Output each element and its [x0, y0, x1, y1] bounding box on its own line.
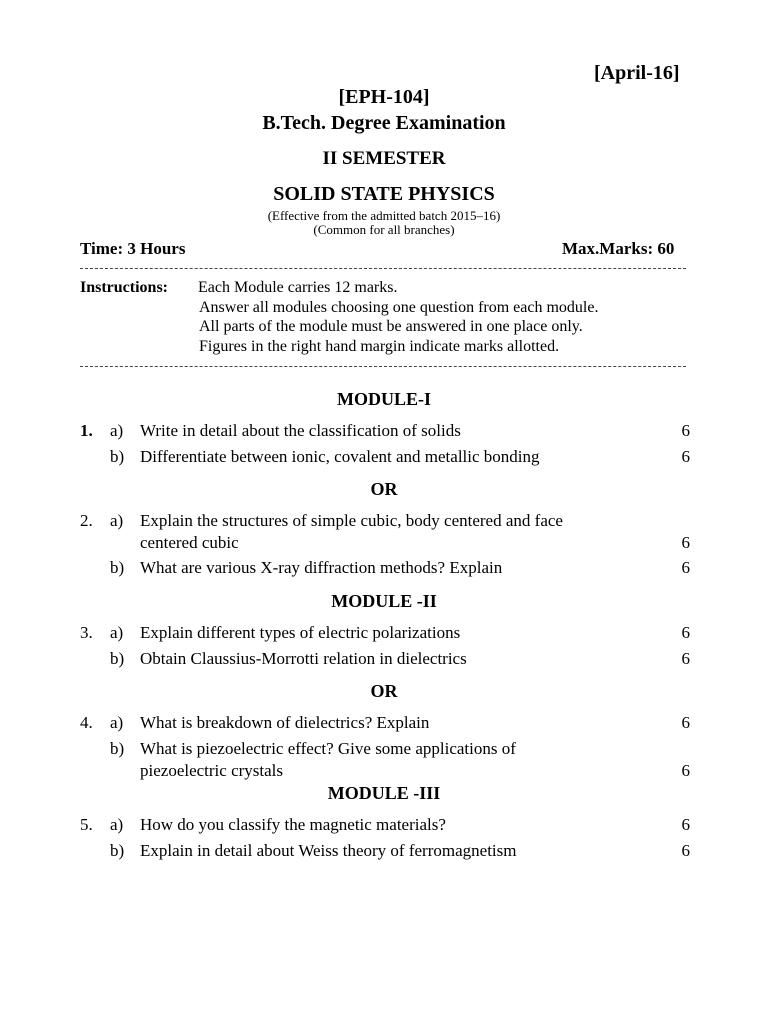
degree-title: B.Tech. Degree Examination	[262, 112, 506, 134]
part-label: a)	[110, 511, 124, 530]
semester: II SEMESTER	[322, 148, 446, 169]
module-title: MODULE-I	[337, 389, 431, 409]
instruction-line: All parts of the module must be answered in one place only.	[199, 318, 583, 335]
question-text: What is breakdown of dielectrics? Explain	[140, 713, 430, 732]
marks: 6	[681, 447, 690, 466]
paper-code: [EPH-104]	[338, 86, 430, 108]
marks: 6	[681, 649, 690, 668]
marks: 6	[681, 761, 690, 780]
instruction-line: Each Module carries 12 marks.	[198, 279, 398, 296]
subject-title: SOLID STATE PHYSICS	[273, 183, 495, 205]
marks: 6	[681, 558, 690, 577]
marks: 6	[681, 533, 690, 552]
max-marks: Max.Marks: 60	[562, 239, 675, 258]
part-label: a)	[110, 815, 124, 834]
divider-top	[80, 268, 686, 269]
part-label: b)	[110, 649, 125, 668]
divider-bottom	[80, 366, 686, 367]
question-text: How do you classify the magnetic materials?	[140, 815, 446, 834]
part-label: a)	[110, 713, 124, 732]
marks: 6	[681, 815, 690, 834]
or-separator: OR	[370, 681, 398, 701]
part-label: b)	[110, 447, 125, 466]
question-text: What are various X-ray diffraction methods? Explain	[140, 558, 503, 577]
question-number: 2.	[80, 511, 93, 530]
effective-note: (Effective from the admitted batch 2015–16)	[267, 208, 501, 223]
question-number: 3.	[80, 623, 93, 642]
marks: 6	[681, 713, 690, 732]
question-text: Explain the structures of simple cubic, body centered and face	[140, 511, 563, 530]
question-number: 5.	[80, 815, 93, 834]
marks: 6	[681, 421, 690, 440]
question-text: Explain different types of electric polarizations	[140, 623, 461, 642]
part-label: b)	[110, 558, 125, 577]
module-title: MODULE -III	[327, 783, 441, 803]
part-label: a)	[110, 623, 124, 642]
instruction-line: Answer all modules choosing one question from each module.	[199, 299, 599, 316]
question-text: Obtain Claussius-Morrotti relation in dielectrics	[140, 649, 467, 668]
part-label: b)	[110, 841, 125, 860]
question-text: Explain in detail about Weiss theory of ferromagnetism	[140, 841, 517, 860]
marks: 6	[681, 841, 690, 860]
question-text: Write in detail about the classification of solids	[140, 421, 461, 440]
common-note: (Common for all branches)	[313, 222, 455, 237]
instructions-label: Instructions:	[80, 279, 169, 296]
question-text: What is piezoelectric effect? Give some applications of	[140, 739, 516, 758]
question-text: piezoelectric crystals	[140, 761, 284, 780]
question-text: Differentiate between ionic, covalent and metallic bonding	[140, 447, 540, 466]
marks: 6	[681, 623, 690, 642]
part-label: a)	[110, 421, 124, 440]
question-number: 1.	[80, 421, 93, 440]
part-label: b)	[110, 739, 125, 758]
question-text: centered cubic	[140, 533, 239, 552]
question-number: 4.	[80, 713, 93, 732]
time-allowed: Time: 3 Hours	[80, 239, 186, 258]
module-title: MODULE -II	[331, 591, 437, 611]
or-separator: OR	[370, 479, 398, 499]
date-tag: [April-16]	[594, 62, 680, 84]
instruction-line: Figures in the right hand margin indicate marks allotted.	[199, 338, 560, 355]
